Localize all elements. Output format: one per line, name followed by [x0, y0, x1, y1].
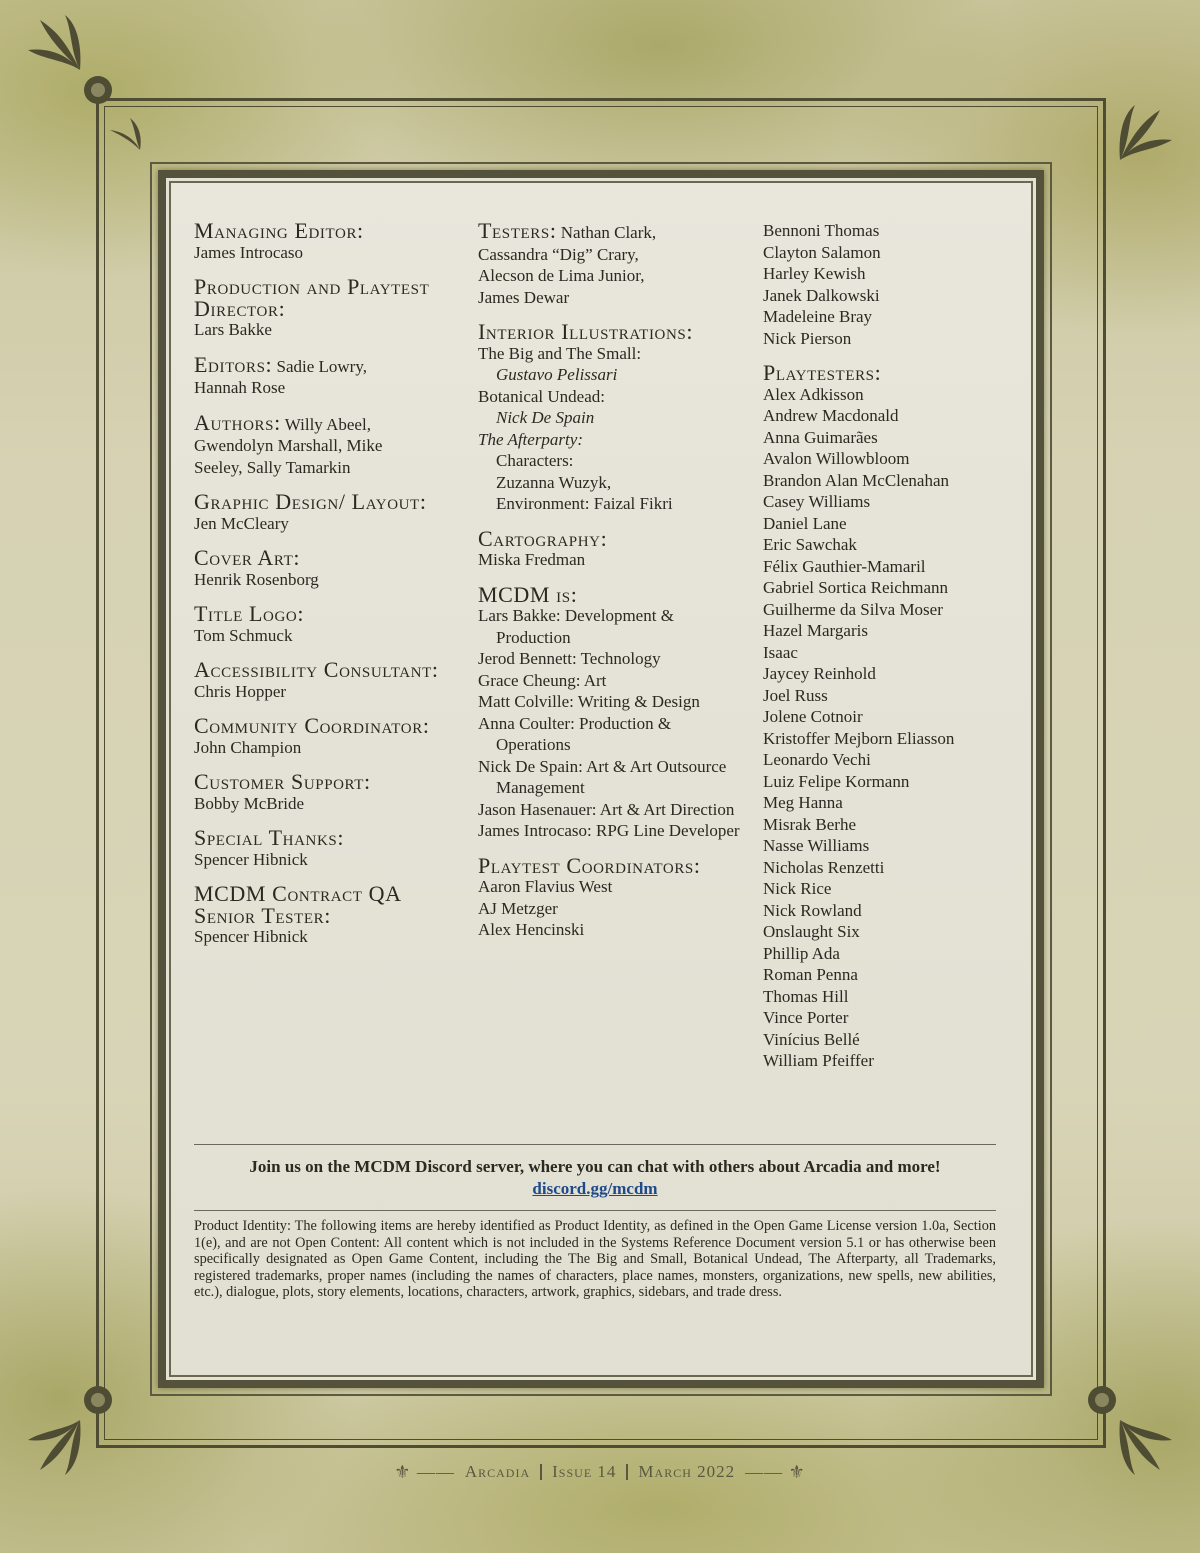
playtester-name: Phillip Ada — [763, 943, 840, 963]
credit-interior-illustrations: Interior Illustrations: The Big and The Small: Gustavo Pelissari Botanical Undead: Nick De Spain The Afterparty: Characters: Zuzanna Wuzyk, Environment: Faizal Fikri — [478, 319, 694, 513]
playtester-name: Andrew Macdonald — [763, 406, 899, 425]
playtester-name: Gabriel Sortica Reichmann — [763, 578, 949, 597]
playtester-name: Casey Williams — [763, 492, 871, 511]
coordinator-name: Janek Dalkowski — [763, 285, 880, 305]
coordinator-name: Madeleine Bray — [763, 307, 873, 326]
credit-playtest-coordinators: Playtest Coordinators: Aaron Flavius West AJ Metzger Alex Hencinski — [478, 852, 701, 939]
page-footer — [380, 1460, 820, 1484]
playtester-name: Guilherme da Silva Moser — [763, 599, 943, 619]
playtester-name: Jaycey Reinhold — [763, 664, 876, 683]
coordinator-name: Nick Pierson — [763, 328, 852, 348]
playtester-name: Joel Russ — [763, 685, 828, 705]
playtester-name: Félix Gauthier-Mamaril — [763, 556, 926, 576]
playtester-name: Luiz Felipe Kormann — [763, 771, 910, 791]
credit-authors: Authors: Willy Abeel, Gwendolyn Marshall, Mike Seeley, Sally Tamarkin — [194, 409, 383, 477]
credit-customer-support: Customer Support: Bobby McBride — [194, 769, 371, 813]
playtester-name: Meg Hanna — [763, 793, 843, 812]
credit-playtesters: Playtesters: Alex Adkisson Andrew Macdonald Anna Guimarães Avalon Willowbloom Brandon Alan McClenahan Casey Williams Daniel Lane Eric Sawchak Félix Gauthier-Mamaril Gabriel Sortica Reichmann Guilherme da Silva Moser Hazel Margaris Isaac Jaycey Reinhold Joel Russ Jolene Cotnoir Kristoffer Mejborn Eliasson Leonardo Vechi Luiz Felipe Kormann Meg Hanna Misrak Berhe Nasse Williams Nicholas Renzetti Nick Rice Nick Rowland Onslaught Six Phillip Ada Roman Penna Thomas Hill Vince Porter Vinícius Bellé William Pfeiffer — [763, 362, 1033, 1072]
divider-top — [194, 1144, 996, 1145]
playtester-name: Hazel Margaris — [763, 621, 868, 640]
playtester-name: William Pfeiffer — [763, 1051, 874, 1070]
credit-community: Community Coordinator: John Champion — [194, 713, 430, 757]
coordinator-name: Clayton Salamon — [763, 242, 881, 262]
playtester-name: Nicholas Renzetti — [763, 857, 885, 877]
playtester-name: Avalon Willowbloom — [763, 449, 910, 468]
credit-mcdm: MCDM is: Lars Bakke: Development & Production Jerod Bennett: Technology Grace Cheung: Art Matt Colville: Writing & Design Anna Coulter: Production & Operations Nick De Spain: Art & Art Outsource Management Jason Hasenauer: Art & Art Direction James Introcaso: RPG Line Developer — [478, 581, 740, 840]
playtester-name: Nasse Williams — [763, 836, 870, 855]
credit-testers: Testers: Nathan Clark, Cassandra “Dig” Crary, Alecson de Lima Junior, James Dewar — [478, 218, 657, 307]
credit-coordinators-continued — [763, 220, 1033, 349]
credit-qa-tester: MCDM Contract QA Senior Tester: Spencer Hibnick — [194, 881, 401, 946]
footer-date: March 2022 — [638, 1462, 736, 1481]
playtester-name: Jolene Cotnoir — [763, 707, 863, 726]
discord-link[interactable]: discord.gg/mcdm — [532, 1179, 658, 1198]
playtester-list — [763, 384, 1033, 1072]
playtester-name: Anna Guimarães — [763, 427, 878, 447]
footer-publication: Arcadia — [464, 1462, 531, 1481]
credits-column-2 — [478, 220, 748, 954]
footer-separator — [540, 1464, 542, 1480]
footer-issue: Issue 14 — [552, 1462, 617, 1481]
playtester-name: Leonardo Vechi — [763, 750, 871, 769]
footer-separator — [626, 1464, 628, 1480]
playtester-name: Nick Rowland — [763, 900, 862, 920]
credit-cartography: Cartography: Miska Fredman — [478, 525, 608, 569]
playtester-name: Vince Porter — [763, 1008, 849, 1027]
credit-editors: Editors: Sadie Lowry, Hannah Rose — [194, 351, 367, 397]
playtester-name: Onslaught Six — [763, 922, 860, 941]
playtester-name: Roman Penna — [763, 965, 858, 984]
playtester-name: Isaac — [763, 642, 798, 662]
credit-production-director: Production and Playtest Director: Lars Bakke — [194, 274, 430, 339]
credit-special-thanks: Special Thanks: Spencer Hibnick — [194, 825, 345, 869]
corner-flourish-icon — [1060, 1360, 1180, 1480]
credit-managing-editor: Managing Editor: James Introcaso — [194, 218, 364, 262]
product-identity-notice: Product Identity: The following items are hereby identified as Product Identity, as defined in the Open Game License version 1.0a, Section 1(e), and are not Open Content: All content which is not included in the Systems Reference Document version 5.1 or has otherwise been specifically designated as Open Game Content, including the The Big and Small, Botanical Undead, The Afterparty, all Trademarks, registered trademarks, proper names (including the names of characters, place names, monsters, organizations, new spells, new abilities, etc.), dialogue, plots, story elements, locations, characters, artwork, graphics, sidebars, and trade dress. — [194, 1218, 996, 1301]
credit-cover-art: Cover Art: Henrik Rosenborg — [194, 545, 319, 589]
corner-flourish-icon — [1060, 100, 1180, 220]
playtester-name: Vinícius Bellé — [763, 1029, 860, 1049]
divider-bottom — [194, 1210, 996, 1211]
playtester-name: Kristoffer Mejborn Eliasson — [763, 728, 955, 748]
credit-graphic-design: Graphic Design/ Layout: Jen McCleary — [194, 489, 427, 533]
playtester-name: Thomas Hill — [763, 986, 849, 1006]
credits-column-1 — [194, 220, 444, 961]
playtester-name: Alex Adkisson — [763, 384, 864, 404]
credits-panel — [158, 170, 1044, 1388]
flourish-left-icon: ⚜ —— — [394, 1461, 455, 1482]
playtester-name: Nick Rice — [763, 879, 832, 898]
playtester-name: Misrak Berhe — [763, 814, 857, 834]
coordinator-name: Harley Kewish — [763, 264, 866, 283]
playtester-name: Eric Sawchak — [763, 535, 857, 554]
discord-callout: Join us on the MCDM Discord server, where you can chat with others about Arcadia and more! discord.gg/mcdm — [249, 1157, 941, 1198]
coordinator-name: Bennoni Thomas — [763, 221, 880, 240]
flourish-right-icon: —— ⚜ — [745, 1461, 806, 1482]
playtester-name: Daniel Lane — [763, 513, 847, 533]
corner-flourish-icon — [20, 1360, 140, 1480]
credit-accessibility: Accessibility Consultant: Chris Hopper — [194, 657, 439, 701]
credit-title-logo: Title Logo: Tom Schmuck — [194, 601, 305, 645]
playtester-name: Brandon Alan McClenahan — [763, 470, 950, 490]
credits-column-3 — [763, 220, 1033, 1085]
